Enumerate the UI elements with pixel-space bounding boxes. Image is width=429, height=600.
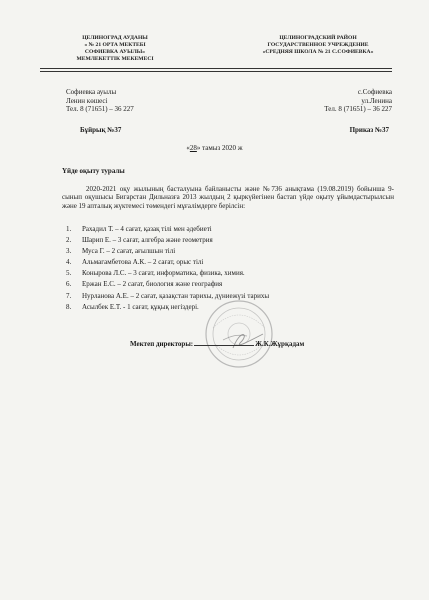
date-day: 28 — [189, 144, 197, 152]
director-signature-line — [130, 340, 304, 348]
address-right-line: Тел. 8 (71651) – 36 227 — [324, 105, 392, 114]
school-seal-stamp — [203, 298, 275, 370]
list-item: 8. Асылбек Е.Т. - 1 сағат, құқық негіздері. — [66, 302, 199, 311]
header-right-line: ГОСУДАРСТВЕННОЕ УЧРЕЖДЕНИЕ — [267, 42, 369, 48]
signature-role: Мектеп директоры: — [130, 340, 194, 348]
header-right-line: «СРЕДНЯЯ ШКОЛА № 21 С.СОФИЕВКА» — [262, 49, 374, 55]
signature-blank — [194, 345, 254, 346]
address-right — [324, 88, 392, 114]
address-left-line: Тел. 8 (71651) – 36 227 — [66, 105, 134, 114]
list-item: 6. Ержан Е.С. – 2 сағат, биология және география — [66, 280, 223, 289]
order-number-kazakh: Бұйрық №37 — [80, 126, 122, 134]
header-left-line: ЦЕЛИНОГРАД АУДАНЫ — [82, 35, 148, 41]
date-rest: » тамыз 2020 ж — [196, 144, 243, 152]
header-divider — [40, 71, 392, 72]
list-item: 2. Шарип Е. – 3 сағат, алгебра және геометрия — [66, 236, 213, 245]
header-left-line: МЕМЛЕКЕТТІК МЕКЕМЕСІ — [76, 56, 154, 62]
date-quote-open: « — [186, 144, 190, 152]
address-right-line: ул.Ленина — [361, 96, 392, 105]
list-item: 5. Конырова Л.С. – 3 сағат, информатика, физика, химия. — [66, 269, 245, 278]
order-number-russian: Приказ №37 — [349, 126, 389, 134]
list-item: 1. Рахадил Т. – 4 сағат, қазақ тілі мен әдебиеті — [66, 225, 212, 233]
address-left — [66, 88, 134, 114]
order-subject: Үйде оқыту туралы — [62, 167, 125, 175]
order-paragraph — [62, 185, 394, 210]
address-right-line: с.Софиевка — [357, 88, 392, 96]
list-item: 7. Нурланова А.Е. – 2 сағат, қазақстан тарихы, дүниежүзі тарихы — [66, 291, 270, 300]
list-item: 4. Альмагамбетова А.К. – 2 сағат, орыс тілі — [66, 258, 204, 267]
header-divider — [40, 68, 392, 69]
address-left-line: Ленин көшесі — [66, 96, 108, 105]
list-item: 3. Муса Г. – 2 сағат, ағылшын тілі — [66, 247, 176, 256]
address-left-line: Софиевка ауылы — [66, 88, 117, 96]
order-date — [0, 144, 429, 152]
header-right-line: ЦЕЛИНОГРАДСКИЙ РАЙОН — [279, 35, 357, 41]
header-left-line: « № 21 ОРТА МЕКТЕБІ — [84, 42, 146, 48]
header-left-kazakh — [40, 35, 190, 63]
header-right-russian — [238, 35, 398, 56]
header-left-line: СОФИЕВКА АУЫЛЫ» — [84, 49, 146, 55]
signature-name: Ж.К.Жұрқадам — [255, 340, 305, 348]
order-paragraph-text: 2020-2021 оқу жылының басталуына байланысты және №736 анықтама (19.08.2019) бойынша 9-сынып оқушысы Бигарстан Дильназға 2013 жылдың 2 қыркүйегінен бастап үйде оқыту ұйымдастырылсын және 19 апталық жүктемесі төмендегі мұғалімдерге берілсін: — [62, 185, 394, 210]
